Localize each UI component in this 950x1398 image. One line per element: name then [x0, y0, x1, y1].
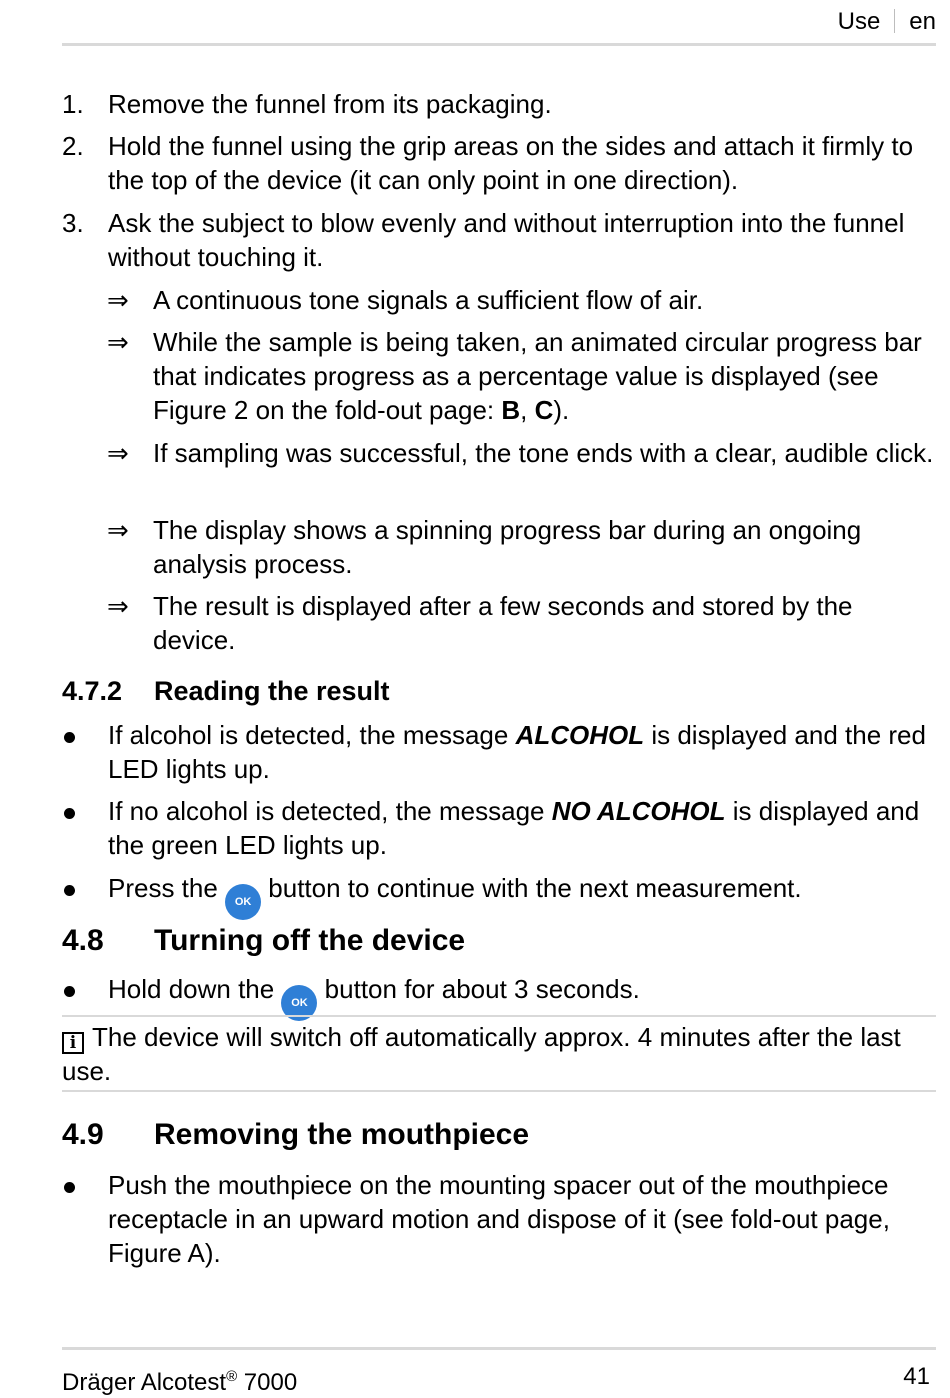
bullet-text: If no alcohol is detected, the message NO ALCOHOL is displayed and the green LED lights up.	[108, 796, 920, 860]
bullet-icon	[64, 885, 75, 896]
section-number: 4.9	[62, 1118, 104, 1151]
step-number: 1.	[62, 89, 84, 119]
header-divider	[894, 9, 895, 33]
ok-button-icon: OK	[281, 985, 317, 1021]
message-alcohol: ALCOHOL	[515, 720, 645, 750]
page-number: 41	[903, 1363, 930, 1390]
step-3	[62, 206, 936, 274]
info-icon: i	[62, 1032, 84, 1054]
result-arrow-icon: ⇒	[107, 327, 129, 357]
step-number: 2.	[62, 131, 84, 161]
step-2	[62, 129, 936, 197]
figure-ref-b: B	[501, 395, 521, 425]
result-arrow-icon: ⇒	[107, 438, 129, 468]
bullet-icon	[64, 808, 75, 819]
note-text: The device will switch off automatically approx. 4 minutes after the last use.	[62, 1022, 901, 1086]
result-arrow-icon: ⇒	[107, 515, 129, 545]
result-text: If sampling was successful, the tone ends with a clear, audible click.	[153, 438, 934, 468]
result-arrow-icon: ⇒	[107, 591, 129, 621]
step-1	[62, 87, 936, 121]
bullet-item	[62, 972, 936, 1021]
footer-product: Dräger Alcotest® 7000	[62, 1368, 298, 1396]
step-text: Ask the subject to blow evenly and without interruption into the funnel without touching it.	[108, 208, 905, 272]
bullet-icon	[64, 1182, 75, 1193]
bullet-item	[62, 871, 936, 920]
header-rule	[62, 43, 936, 46]
section-title: Turning off the device	[154, 924, 466, 957]
section-number: 4.8	[62, 924, 104, 957]
result-text: The result is displayed after a few seconds and stored by the device.	[153, 591, 853, 655]
bullet-text: Hold down the OK button for about 3 seconds.	[108, 972, 936, 1021]
section-heading-4-8	[62, 922, 465, 960]
bullet-text: Push the mouthpiece on the mounting spacer out of the mouthpiece receptacle in an upward motion and dispose of it (see fold-out page, Figure A).	[108, 1170, 890, 1268]
registered-mark: ®	[226, 1368, 238, 1385]
figure-ref-c: C	[534, 395, 554, 425]
bullet-item	[62, 794, 936, 862]
step-text: Hold the funnel using the grip areas on the sides and attach it firmly to the top of the device (it can only point in one direction).	[108, 131, 914, 195]
section-heading-4-9	[62, 1116, 529, 1154]
result-item	[107, 589, 936, 657]
page-header	[838, 6, 936, 38]
result-item	[107, 513, 936, 581]
bullet-text: If alcohol is detected, the message ALCOHOL is displayed and the red LED lights up.	[108, 720, 926, 784]
result-text: A continuous tone signals a sufficient flow of air.	[153, 285, 704, 315]
ok-button-icon: OK	[225, 884, 261, 920]
info-note	[62, 1020, 936, 1088]
step-number: 3.	[62, 208, 84, 238]
message-no-alcohol: NO ALCOHOL	[551, 796, 726, 826]
result-item	[107, 436, 936, 470]
section-heading-4-7-2	[62, 674, 390, 708]
note-rule-bottom	[62, 1090, 936, 1092]
result-item	[107, 325, 936, 427]
header-language: en	[909, 8, 936, 35]
result-arrow-icon: ⇒	[107, 285, 129, 315]
bullet-item	[62, 718, 936, 786]
bullet-icon	[64, 732, 75, 743]
section-title: Reading the result	[154, 676, 390, 706]
footer-rule	[62, 1347, 936, 1350]
bullet-item	[62, 1168, 936, 1270]
result-text: While the sample is being taken, an animated circular progress bar that indicates progress as a percentage value is displayed (see Figure 2 on the fold-out page: B, C).	[153, 327, 922, 425]
section-number: 4.7.2	[62, 676, 123, 706]
result-text: The display shows a spinning progress bar during an ongoing analysis process.	[153, 515, 862, 579]
result-item	[107, 283, 936, 317]
bullet-icon	[64, 986, 75, 997]
bullet-text: Press the OK button to continue with the next measurement.	[108, 871, 936, 920]
section-title: Removing the mouthpiece	[154, 1118, 530, 1151]
step-text: Remove the funnel from its packaging.	[108, 89, 552, 119]
page-footer	[62, 1362, 936, 1398]
note-rule-top	[62, 1015, 936, 1017]
header-section: Use	[837, 8, 881, 35]
